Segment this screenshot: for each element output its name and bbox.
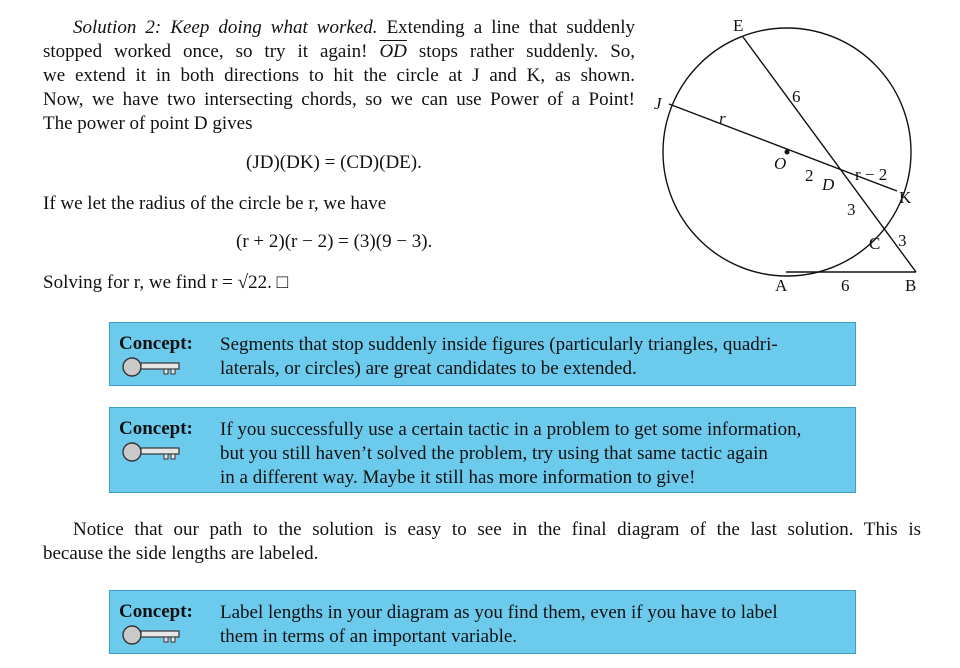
- length-cd: 3: [847, 200, 856, 219]
- equation-power-of-point: (JD)(DK) = (CD)(DE).: [246, 152, 422, 173]
- solution-title: Solution 2: Keep doing what worked.: [73, 17, 378, 38]
- label-c: C: [869, 234, 881, 253]
- label-e: E: [733, 16, 744, 35]
- notice-line-1: Notice that our path to the solution is easy to see in the final diagram of the last solution. This is: [73, 519, 921, 540]
- solution-text-1: Extending a line that suddenly: [386, 17, 635, 38]
- concept-label: Concept:: [119, 601, 193, 622]
- key-icon: [122, 357, 182, 377]
- concept-text: [220, 418, 848, 490]
- label-o: O: [774, 154, 787, 173]
- label-b: B: [905, 276, 917, 295]
- label-j: J: [654, 94, 662, 113]
- solution-line-4: [43, 88, 635, 112]
- concept-line: Segments that stop suddenly inside figures (particularly triangles, quadri-: [220, 334, 778, 355]
- solution-text-5: Now, we have two intersecting chords, so we can use Power of a Point!: [43, 89, 635, 110]
- solution-line-3: [43, 64, 635, 88]
- concept-line: but you still haven’t solved the problem, try using that same tactic again: [220, 443, 768, 464]
- radius-line: If we let the radius of the circle be r, we have: [43, 193, 387, 214]
- solution-text-6: The power of point D gives: [43, 113, 253, 134]
- key-icon: [122, 442, 182, 462]
- length-bc: 3: [898, 231, 907, 250]
- concept-text: [220, 601, 848, 649]
- concept-box-3: [109, 590, 856, 654]
- key-icon: [122, 625, 182, 645]
- concept-line: Label lengths in your diagram as you find them, even if you have to label: [220, 602, 778, 623]
- equation-substituted: (r + 2)(r − 2) = (3)(9 − 3).: [236, 231, 433, 252]
- label-a: A: [775, 276, 788, 295]
- solution-line-1: [43, 16, 635, 40]
- label-d: D: [822, 175, 835, 194]
- concept-text: [220, 333, 848, 381]
- concept-box-1: [109, 322, 856, 386]
- segment-od: $\overline{OD}$: [379, 41, 407, 62]
- notice-line-2: because the side lengths are labeled.: [43, 543, 319, 564]
- circle-diagram: [648, 10, 948, 300]
- solution-paragraph: [43, 16, 635, 136]
- concept-line: laterals, or circles) are great candidates to be extended.: [220, 358, 637, 379]
- solution-text-3: stops rather suddenly. So,: [418, 41, 636, 62]
- solution-text-4: we extend it in both directions to hit the circle at J and K, as shown.: [43, 65, 635, 86]
- label-k: K: [899, 188, 912, 207]
- length-od: 2: [805, 166, 814, 185]
- concept-line: in a different way. Maybe it still has more information to give!: [220, 467, 696, 488]
- concept-line: them in terms of an important variable.: [220, 626, 518, 647]
- solution-line-2: [43, 40, 635, 64]
- length-r: r: [719, 109, 726, 128]
- length-de: 6: [792, 87, 801, 106]
- solve-line: Solving for r, we find r = √22. □: [43, 272, 289, 293]
- concept-label: Concept:: [119, 418, 193, 439]
- solution-text-2: stopped worked once, so try it again!: [43, 41, 368, 62]
- concept-box-2: [109, 407, 856, 493]
- segment-eb: [743, 37, 916, 272]
- solution-line-5: [43, 112, 635, 136]
- concept-label: Concept:: [119, 333, 193, 354]
- length-ab: 6: [841, 276, 850, 295]
- length-dk: r − 2: [855, 165, 888, 184]
- concept-line: If you successfully use a certain tactic in a problem to get some information,: [220, 419, 802, 440]
